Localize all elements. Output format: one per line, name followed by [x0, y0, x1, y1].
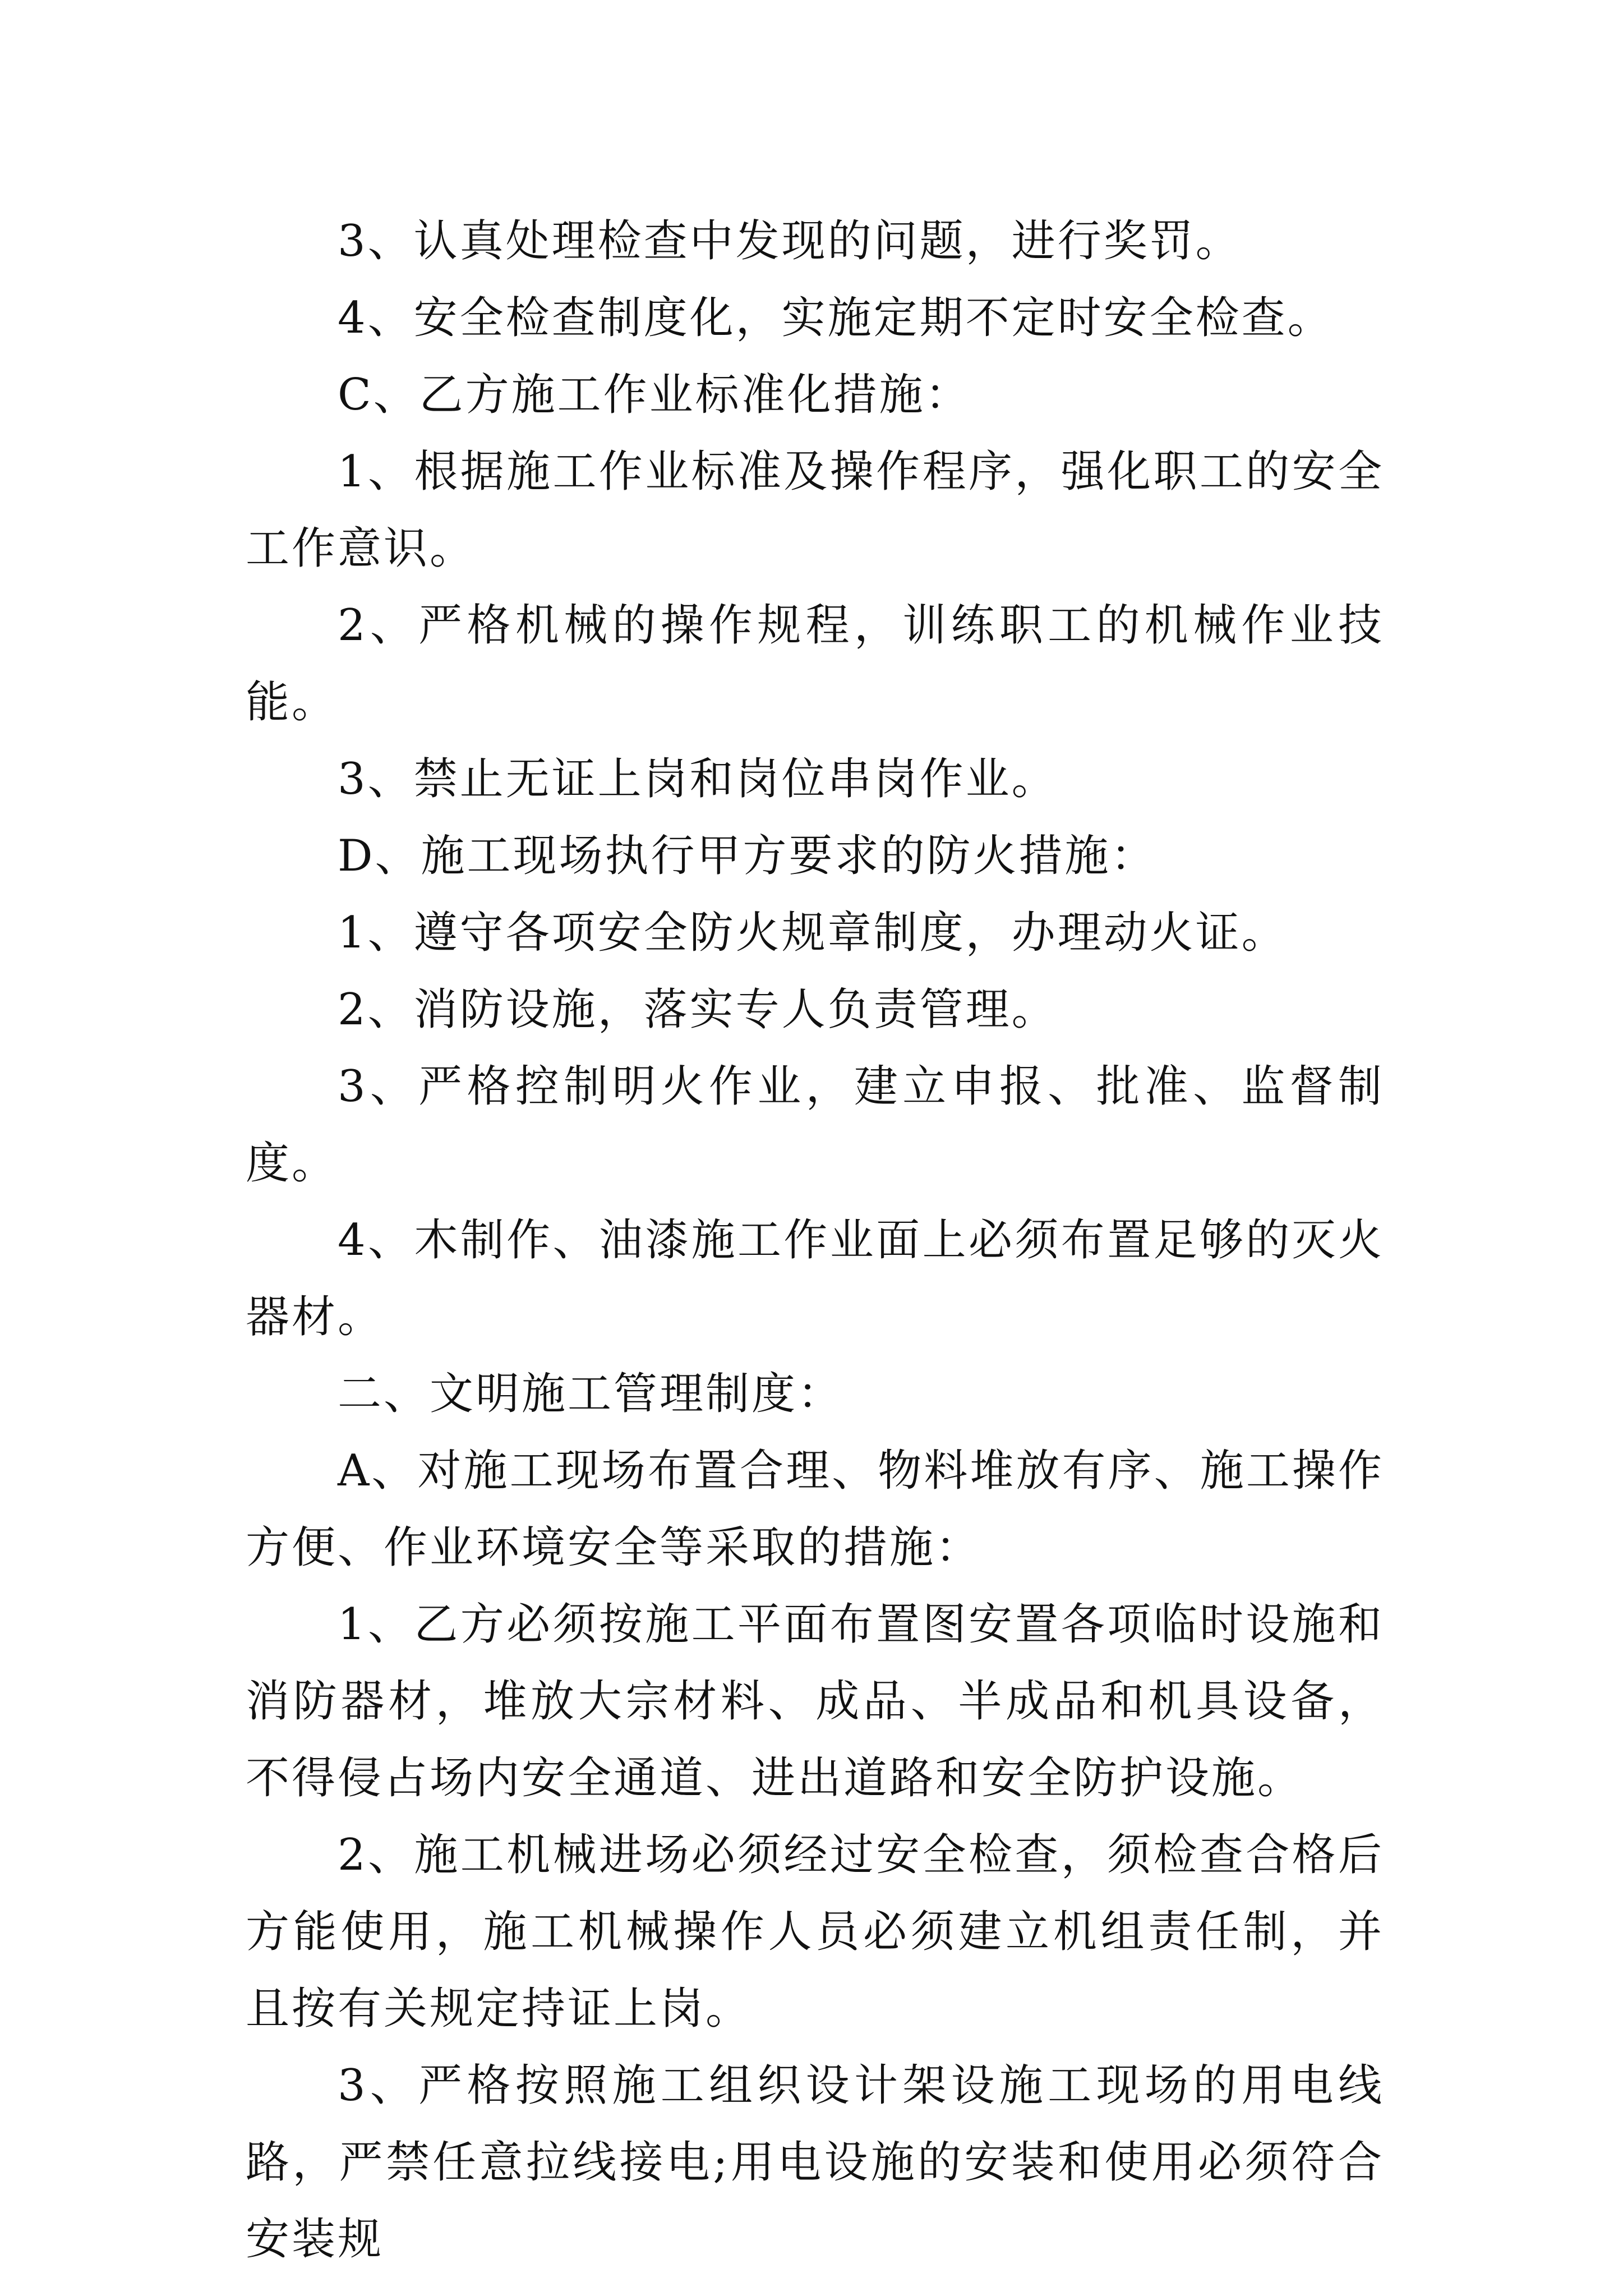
paragraph: 1、乙方必须按施工平面布置图安置各项临时设施和消防器材，堆放大宗材料、成品、半成品和机具设备，不得侵占场内安全通道、进出道路和安全防护设施。: [246, 1599, 1384, 1803]
paragraph: 3、严格控制明火作业，建立申报、批准、监督制度。: [246, 1061, 1384, 1189]
paragraph: 3、严格按照施工组织设计架设施工现场的用电线路，严禁任意拉线接电;用电设施的安装和使用必须符合安装规: [246, 2060, 1384, 2265]
paragraph: 3、认真处理检查中发现的问题，进行奖罚。: [338, 216, 1242, 266]
paragraph: 2、施工机械进场必须经过安全检查，须检查合格后方能使用，施工机械操作人员必须建立机组责任制，并且按有关规定持证上岗。: [246, 1830, 1384, 2034]
section-heading: A、对施工现场布置合理、物料堆放有序、施工操作方便、作业环境安全等采取的措施：: [246, 1446, 1384, 1573]
paragraph: 4、安全检查制度化，实施定期不定时安全检查。: [338, 293, 1334, 343]
paragraph: 4、木制作、油漆施工作业面上必须布置足够的灭火器材。: [246, 1215, 1384, 1342]
paragraph: 1、遵守各项安全防火规章制度，办理动火证。: [338, 908, 1288, 958]
document-body: [246, 203, 1384, 2278]
paragraph: 3、禁止无证上岗和岗位串岗作业。: [338, 754, 1058, 804]
paragraph: 2、严格机械的操作规程，训练职工的机械作业技能。: [246, 600, 1384, 728]
section-heading: C、乙方施工作业标准化措施：: [338, 370, 971, 420]
section-heading: 二、文明施工管理制度：: [338, 1369, 844, 1419]
section-heading: D、施工现场执行甲方要求的防火措施：: [338, 831, 1157, 881]
paragraph: 2、消防设施，落实专人负责管理。: [338, 984, 1058, 1035]
paragraph: 1、根据施工作业标准及操作程序，强化职工的安全工作意识。: [246, 447, 1384, 574]
